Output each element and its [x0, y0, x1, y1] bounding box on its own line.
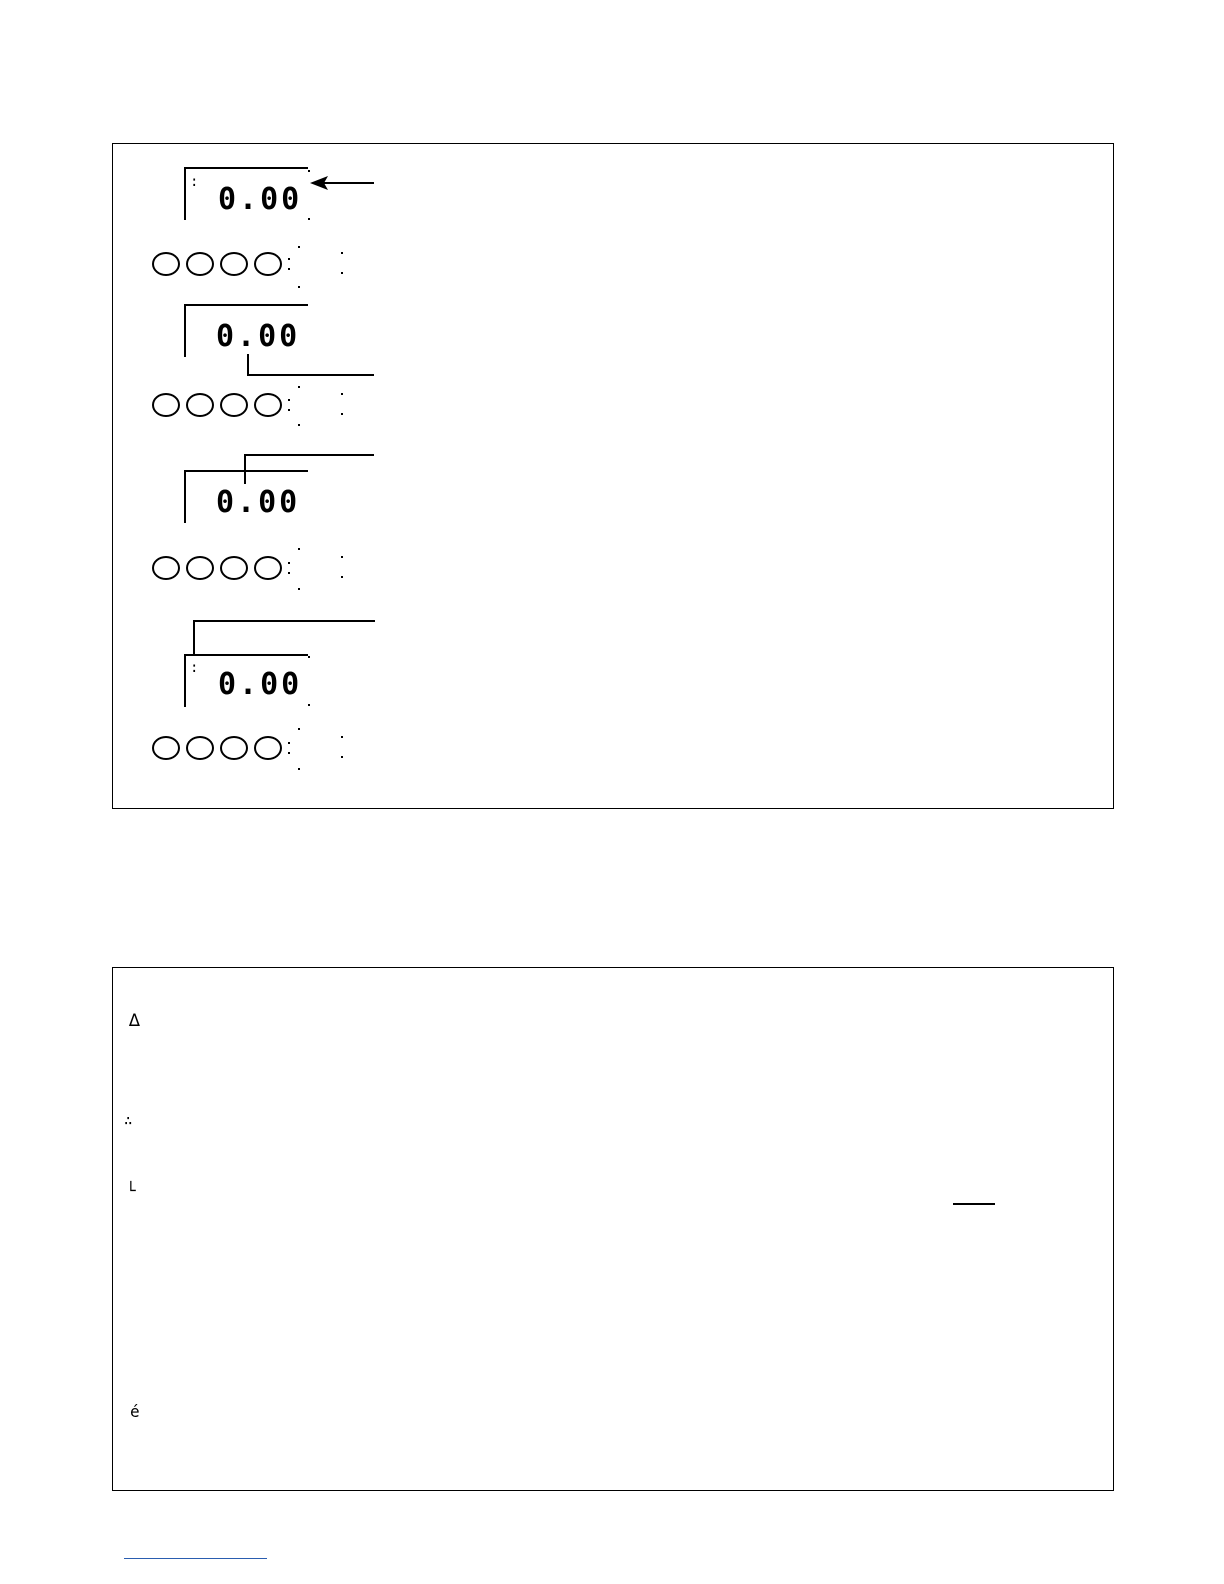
indicator-mark: : — [190, 660, 199, 676]
display-value: 0.00 — [218, 667, 303, 702]
indicator-mark: : — [190, 174, 199, 190]
display-value: 0.00 — [216, 319, 301, 354]
note-mark-3: └ — [126, 1181, 136, 1200]
note-mark-2: ∴ — [124, 1113, 133, 1129]
display-value: 0.00 — [216, 485, 301, 520]
lcd-diagram-panel — [112, 143, 1114, 809]
footer-rule — [124, 1558, 267, 1559]
note-mark-4: é — [130, 1402, 140, 1421]
arrow-head-icon — [310, 174, 330, 192]
display-value: 0.00 — [218, 182, 303, 217]
notes-panel — [112, 967, 1114, 1491]
underline-mark — [953, 1203, 995, 1205]
note-mark-1: ∆ — [129, 1010, 140, 1031]
